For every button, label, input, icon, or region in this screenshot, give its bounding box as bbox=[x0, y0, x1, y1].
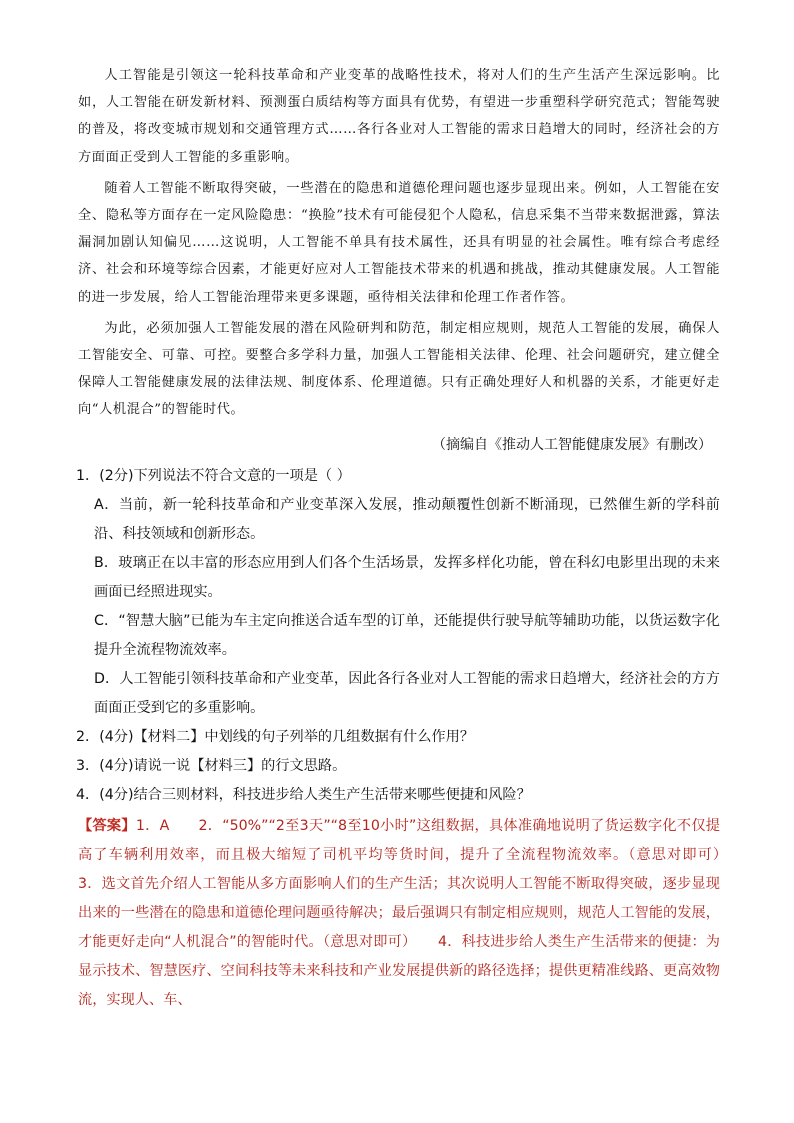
question-1-stem: 1．(2分)下列说法不符合文意的一项是（ ） bbox=[76, 467, 351, 484]
question-3: 3．(4分)请说一说【材料三】的行文思路。 bbox=[76, 757, 347, 774]
answer-text: 1．A 2．“50%”“2至3天”“8至10小时”这组数据，具体准确地说明了货运数字化不仅提高了车辆利用效率，而且极大缩短了司机平均等货时间，提升了全流程物流效率。（意思对即可） 3．选文首先介绍人工智能从多方面影响人们的生产生活；其次说明人工智能不断取得突破，逐步显现出来的一些潜在的隐患和道德伦理问题亟待解决；最后强调只有制定相应规则，规范人工智能的发展，才能更好走向“人机混合”的智能时代。（意思对即可） 4．科技进步给人类生产生活带来的便捷：为显示技术、智慧医疗、空间科技等未来科技和产业发展提供新的路径选择；提供更精准线路、更高效物流，实现人、车、 bbox=[78, 817, 749, 1008]
question-4: 4．(4分)结合三则材料，科技进步给人类生产生活带来哪些便捷和风险？ bbox=[76, 786, 531, 803]
question-1-option-a: A．当前，新一轮科技革命和产业变革深入发展，推动颠覆性创新不断涌现，已然催生新的学科前沿、科技领域和创新形态。 bbox=[94, 496, 720, 542]
question-1-option-b: B．玻璃正在以丰富的形态应用到人们各个生活场景，发挥多样化功能，曾在科幻电影里出现的未来画面已经照进现实。 bbox=[94, 554, 720, 600]
answer-block bbox=[78, 812, 749, 1015]
question-1-option-c: C．“智慧大脑”已能为车主定向推送合适车型的订单，还能提供行驶导航等辅助功能，以货运数字化提升全流程物流效率。 bbox=[94, 612, 720, 658]
question-1-option-d: D．人工智能引领科技革命和产业变革，因此各行各业对人工智能的需求日趋增大，经济社会的方方面面正受到它的多重影响。 bbox=[94, 670, 720, 716]
passage-paragraph-2: 随着人工智能不断取得突破，一些潜在的隐患和道德伦理问题也逐步显现出来。例如，人工智能在安全、隐私等方面存在一定风险隐患：“换脸”技术有可能侵犯个人隐私，信息采集不当带来数据泄露，算法漏洞加剧认知偏见……这说明，人工智能不单具有技术属性，还具有明显的社会属性。唯有综合考虑经济、社会和环境等综合因素，才能更好应对人工智能技术带来的机遇和挑战，推动其健康发展。人工智能的进一步发展，给人工智能治理带来更多课题，亟待相关法律和伦理工作者作答。 bbox=[78, 180, 720, 305]
page-content bbox=[76, 62, 749, 1015]
passage-paragraph-1: 人工智能是引领这一轮科技革命和产业变革的战略性技术，将对人们的生产生活产生深远影响。比如，人工智能在研发新材料、预测蛋白质结构等方面具有优势，有望进一步重塑科学研究范式；智能驾驶的普及，将改变城市规划和交通管理方式……各行各业对人工智能的需求日趋增大的同时，经济社会的方方面面正受到人工智能的多重影响。 bbox=[78, 68, 720, 165]
passage-paragraph-3: 为此，必须加强人工智能发展的潜在风险研判和防范，制定相应规则，规范人工智能的发展，确保人工智能安全、可靠、可控。要整合多学科力量，加强人工智能相关法律、伦理、社会问题研究，建立健全保障人工智能健康发展的法律法规、制度体系、伦理道德。只有正确处理好人和机器的关系，才能更好走向“人机混合”的智能时代。 bbox=[78, 320, 720, 418]
question-2: 2．(4分)【材料二】中划线的句子列举的几组数据有什么作用？ bbox=[76, 728, 475, 745]
answer-tag: 【答案】 bbox=[78, 817, 136, 834]
passage-source: （摘编自《推动人工智能健康发展》有删改） bbox=[432, 436, 712, 453]
